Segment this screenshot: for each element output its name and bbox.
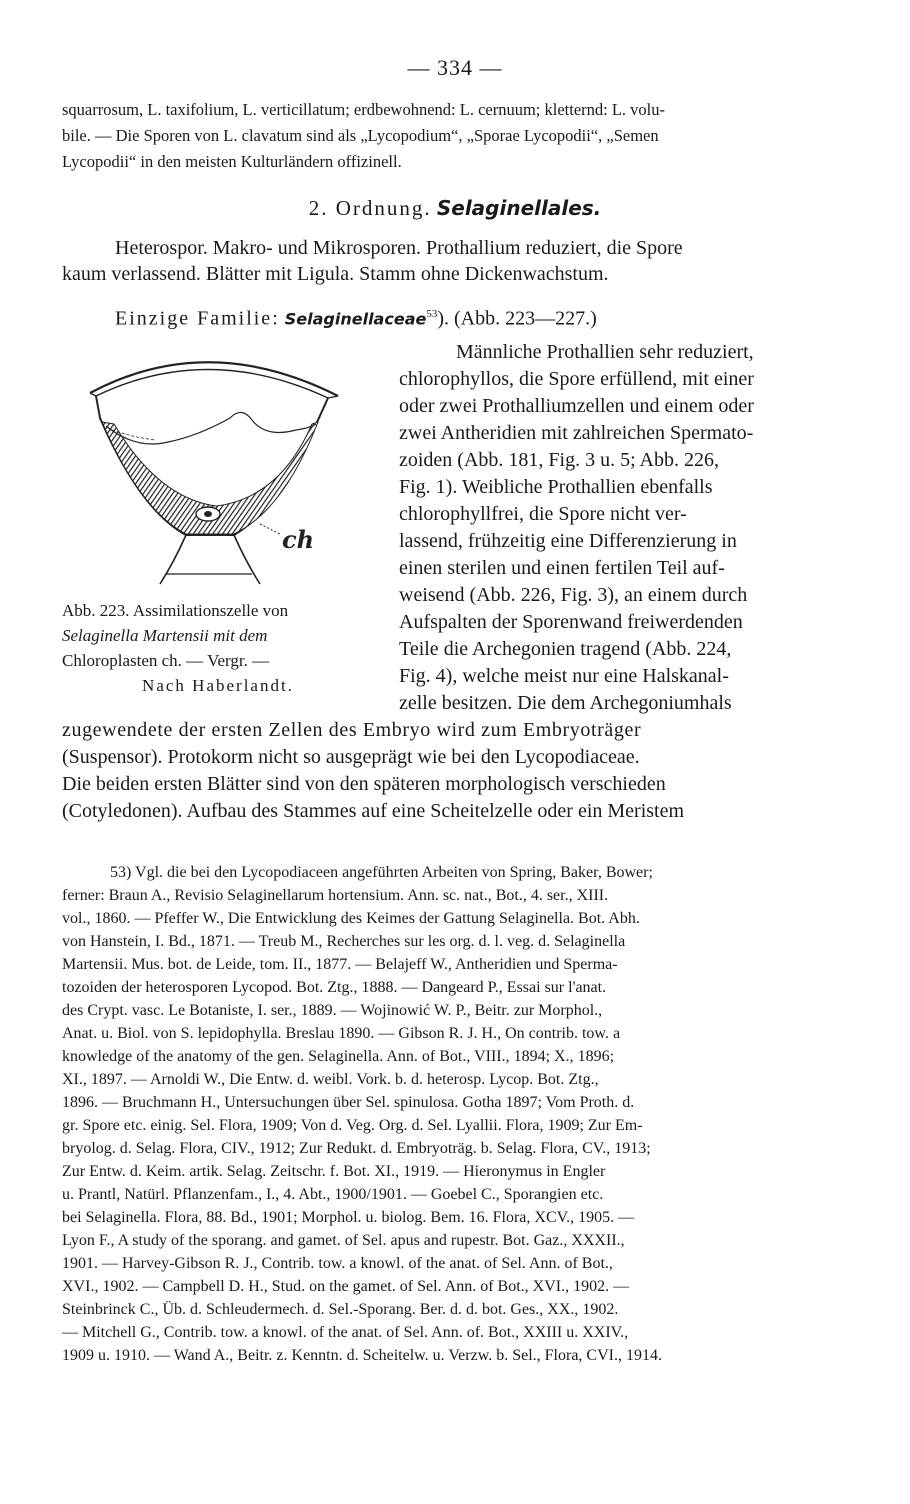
chloroplast-label: ch	[282, 525, 315, 554]
footnote-line: gr. Spore etc. einig. Sel. Flora, 1909; Von d. Veg. Org. d. Sel. Lyallii. Flora, 1909; Zur Em-	[62, 1117, 643, 1134]
footnote-line: Anat. u. Biol. von S. lepidophylla. Breslau 1890. — Gibson R. J. H., On contrib. tow. a	[62, 1025, 621, 1042]
footnote-line: Lyon F., A study of the sporang. and gamet. of Sel. apus and rupestr. Bot. Gaz., XXXII.,	[62, 1232, 625, 1249]
caption-line: Nach Haberlandt.	[142, 676, 294, 695]
family-label: Einzige Familie:	[115, 307, 280, 330]
intro-line: Lycopodii“ in den meisten Kulturländern offizinell.	[62, 152, 402, 171]
right-column-line: Fig. 1). Weibliche Prothallien ebenfalls	[399, 476, 713, 498]
footnote-line: bei Selaginella. Flora, 88. Bd., 1901; Morphol. u. biolog. Bem. 16. Flora, XCV., 1905. —	[62, 1209, 635, 1226]
footnote-line: — Mitchell G., Contrib. tow. a knowl. of the anat. of Sel. Ann. of. Bot., XXIII u. XXIV.,	[62, 1324, 629, 1341]
caption-line: Selaginella Martensii mit dem	[62, 626, 268, 645]
footnote-line: 1901. — Harvey-Gibson R. J., Contrib. tow. a knowl. of the anat. of Sel. Ann. of Bot.,	[62, 1255, 613, 1272]
assimilation-cell-drawing	[66, 338, 366, 588]
footnote-line: 1896. — Bruchmann H., Untersuchungen über Sel. spinulosa. Gotha 1897; Vom Proth. d.	[62, 1094, 635, 1111]
family-line	[115, 302, 597, 332]
right-column-line: oder zwei Prothalliumzellen und einem oder	[399, 395, 754, 417]
footnote-line: Martensii. Mus. bot. de Leide, tom. II., 1877. — Belajeff W., Antheridien und Sperma-	[62, 956, 618, 973]
intro-line: bile. — Die Sporen von L. clavatum sind als „Lycopodium“, „Sporae Lycopodii“, „Semen	[62, 126, 659, 145]
order-heading-prefix: 2. Ordnung.	[308, 196, 432, 220]
right-column-line: zelle besitzen. Die dem Archegoniumhals	[399, 692, 732, 714]
right-column-line: lassend, frühzeitig eine Differenzierung in	[399, 530, 737, 552]
footnote-line: vol., 1860. — Pfeffer W., Die Entwicklung des Keimes der Gattung Selaginella. Bot. Abh.	[62, 910, 640, 927]
family-name: Selaginellaceae	[284, 309, 427, 329]
caption-line: Chloroplasten ch. — Vergr. —	[62, 651, 270, 670]
family-ref: ). (Abb. 223—227.)	[437, 307, 597, 330]
right-column-line: zoiden (Abb. 181, Fig. 3 u. 5; Abb. 226,	[399, 449, 719, 471]
footnote-line: von Hanstein, I. Bd., 1871. — Treub M., Recherches sur les org. d. l. veg. d. Selaginella	[62, 933, 626, 950]
definition-line: Heterospor. Makro- und Mikrosporen. Prothallium reduziert, die Spore	[115, 237, 683, 259]
footnote-line: XVI., 1902. — Campbell D. H., Stud. on the gamet. of Sel. Ann. of Bot., XVI., 1902. —	[62, 1278, 630, 1295]
figure-caption	[62, 598, 374, 698]
right-column-line: Fig. 4), welche meist nur eine Halskanal-	[399, 665, 729, 687]
footnote-line: Steinbrinck C., Üb. d. Schleudermech. d. Sel.-Sporang. Ber. d. d. bot. Ges., XX., 1902.	[62, 1301, 619, 1318]
right-column-line: einen sterilen und einen fertilen Teil auf-	[399, 557, 725, 579]
body-line: (Cotyledonen). Aufbau des Stammes auf eine Scheitelzelle oder ein Meristem	[62, 800, 685, 822]
definition-line: kaum verlassend. Blätter mit Ligula. Stamm ohne Dickenwachstum.	[62, 263, 609, 285]
page-number: — 334 —	[407, 55, 503, 80]
footnote-line: Zur Entw. d. Keim. artik. Selag. Zeitschr. f. Bot. XI., 1919. — Hieronymus in Engler	[62, 1163, 606, 1180]
right-column-line: chlorophyllfrei, die Spore nicht ver-	[399, 503, 687, 525]
order-heading	[0, 196, 910, 221]
footnote-line: ferner: Braun A., Revisio Selaginellarum hortensium. Ann. sc. nat., Bot., 4. ser., XIII.	[62, 887, 609, 904]
right-column-line: chlorophyllos, die Spore erfüllend, mit einer	[399, 368, 754, 390]
footnote-line: 1909 u. 1910. — Wand A., Beitr. z. Kenntn. d. Scheitelw. u. Verzw. b. Sel., Flora, CVI., 1914.	[62, 1347, 662, 1364]
footnote-line: des Crypt. vasc. Le Botaniste, I. ser., 1889. — Wojinowić W. P., Beitr. zur Morphol.,	[62, 1002, 603, 1019]
footnote-line: knowledge of the anatomy of the gen. Selaginella. Ann. of Bot., VIII., 1894; X., 1896;	[62, 1048, 615, 1065]
footnote-line: XI., 1897. — Arnoldi W., Die Entw. d. weibl. Vork. b. d. heterosp. Lycop. Bot. Ztg.,	[62, 1071, 599, 1088]
caption-line: Abb. 223. Assimilationszelle von	[62, 601, 289, 620]
order-heading-name: Selaginellales.	[436, 196, 602, 220]
right-column-line: Teile die Archegonien tragend (Abb. 224,	[399, 638, 732, 660]
body-line: (Suspensor). Protokorm nicht so ausgeprägt wie bei den Lycopodiaceae.	[62, 746, 640, 768]
footnote-line: bryolog. d. Selag. Flora, CIV., 1912; Zur Redukt. d. Embryoträg. b. Selag. Flora, CV., 1913;	[62, 1140, 651, 1157]
intro-line: squarrosum, L. taxifolium, L. verticillatum; erdbewohnend: L. cernuum; kletternd: L. volu-	[62, 100, 666, 119]
footnote-line: 53) Vgl. die bei den Lycopodiaceen angeführten Arbeiten von Spring, Baker, Bower;	[110, 864, 653, 881]
footnote-line: tozoiden der heterosporen Lycopod. Bot. Ztg., 1888. — Dangeard P., Essai sur l'anat.	[62, 979, 607, 996]
footnote-ref: 53	[426, 308, 438, 320]
body-line: zugewendete der ersten Zellen des Embryo wird zum Embryoträger	[62, 719, 642, 741]
right-column-line: weisend (Abb. 226, Fig. 3), an einem durch	[399, 584, 748, 606]
footnote-line: u. Prantl, Natürl. Pflanzenfam., I., 4. Abt., 1900/1901. — Goebel C., Sporangien etc.	[62, 1186, 604, 1203]
figure-assimilation-cell	[66, 338, 366, 588]
right-column-line: zwei Antheridien mit zahlreichen Spermato-	[399, 422, 754, 444]
right-column-line: Männliche Prothallien sehr reduziert,	[456, 341, 754, 363]
right-column-line: Aufspalten der Sporenwand freiwerdenden	[399, 611, 743, 633]
body-line: Die beiden ersten Blätter sind von den späteren morphologisch verschieden	[62, 773, 666, 795]
